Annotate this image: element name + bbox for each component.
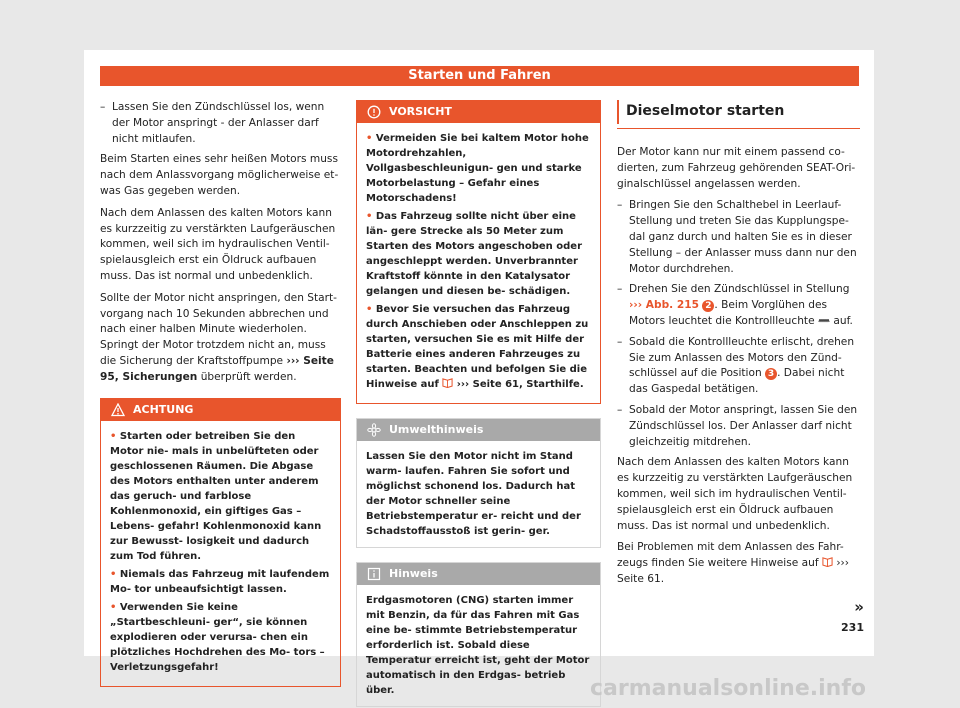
seite-61-reference-link[interactable]: ››› Seite 61 <box>617 557 850 585</box>
position-number-badge: 2 <box>702 300 714 312</box>
book-icon <box>822 556 833 567</box>
caution-box <box>356 100 601 404</box>
paragraph: Sollte der Motor nicht anspringen, den Start- vorgang nach 10 Sekunden abbrechen und nach einer halben Minute wiederholen. Springt der Motor trotzdem nicht an, muss die Sicherung der Kraftstoffpumpe ››› Seite 95, Sicherungen überprüft werden. <box>100 291 337 383</box>
note-header: Hinweis <box>357 563 600 585</box>
instruction-step: – Bringen Sie den Schalthebel in Leerlauf- Stellung und treten Sie das Kupplungspe- dal ganz durch und halten Sie es in dieser Stellung – der Anlasser muss dann nur den Motor durchdrehen. <box>617 199 857 275</box>
caution-circle-icon <box>367 105 381 119</box>
paragraph: Bei Problemen mit dem Anlassen des Fahr- zeugs finden Sie weitere Hinweise auf ››› Seite 61. <box>617 541 850 585</box>
caution-bullet: • Das Fahrzeug sollte nicht über eine län- gere Strecke als 50 Meter zum Starten des Motors angeschoben oder angeschleppt werden. Unverbrannter Kraftstoff könnte in den Katalysator gelangen und diesen be- schädigen. <box>366 211 582 297</box>
starthilfe-reference-link[interactable]: ››› Seite 61, Starthilfe. <box>442 379 583 390</box>
caution-body <box>357 123 600 403</box>
warning-body <box>101 421 340 686</box>
chapter-header: Starten und Fahren <box>100 66 859 86</box>
caution-bullet: • Vermeiden Sie bei kaltem Motor hohe Motordrehzahlen, Vollgasbeschleunigun- gen und starke Motorbelastung – Gefahr eines Motorschadens! <box>366 133 589 204</box>
warning-bullet: • Starten oder betreiben Sie den Motor nie- mals in unbelüfteten oder geschlossenen Räumen. Die Abgase des Motors enthalten unter anderem das geruch- und farblose Kohlenmonoxid, ein giftiges Gas – Lebens- gefahr! Kohlenmonoxid kann zur Bewusst- losigkeit und dadurch zum Tod führen. <box>110 430 322 562</box>
info-icon <box>367 567 381 581</box>
warning-bullet: • Verwenden Sie keine „Startbeschleuni- ger“, sie können explodieren oder verursa- chen ein plötzliches Hochdrehen des Mo- tors – Verletzungsgefahr! <box>110 601 325 673</box>
column-middle <box>356 100 601 708</box>
glow-plug-icon <box>818 315 830 324</box>
section-title: Dieselmotor starten <box>617 100 860 124</box>
figure-reference-link[interactable]: ››› Abb. 215 <box>629 299 699 312</box>
instruction-step: – Sobald die Kontrollleuchte erlischt, drehen Sie zum Anlassen des Motors den Zünd- schlüssel auf die Position 3 . Dabei nicht das Gaspedal betätigen. <box>617 335 855 396</box>
instruction-step: – Lassen Sie den Zündschlüssel los, wenn der Motor anspringt - der Anlasser darf nicht mitlaufen. <box>100 101 325 145</box>
note-box <box>356 562 601 707</box>
book-icon <box>442 377 453 388</box>
warning-triangle-icon <box>111 403 125 417</box>
page-number: 231 <box>841 621 864 634</box>
watermark: carmanualsonline.info <box>590 676 866 701</box>
instruction-step: – Drehen Sie den Zündschlüssel in Stellung ››› Abb. 215 2 . Beim Vorglühen des Motors leuchtet die Kontrollleuchte auf. <box>617 283 853 327</box>
warning-header: ACHTUNG <box>101 399 340 421</box>
caution-bullet: • Bevor Sie versuchen das Fahrzeug durch Anschieben oder Anschleppen zu starten, versuchen Sie es mit Hilfe der Batterie eines anderen Fahrzeuges zu starten. Beachten und befolgen Sie die Hinweise auf ››› Seite 61, Starthilfe. <box>366 304 589 390</box>
section-rule <box>617 128 860 129</box>
position-number-badge: 3 <box>765 368 777 380</box>
page-reference-link[interactable]: ››› Seite 95, Sicherungen <box>100 354 334 383</box>
continue-arrow: » <box>854 598 864 616</box>
caution-header: VORSICHT <box>357 101 600 123</box>
paragraph: Beim Starten eines sehr heißen Motors muss nach dem Anlassvorgang möglicherweise et- was Gas gegeben werden. <box>100 153 339 197</box>
paragraph: Nach dem Anlassen des kalten Motors kann es kurzzeitig zu verstärkten Laufgeräuschen kommen, weil sich im hydraulischen Ventil- spielausgleich erst ein Öldruck aufbauen muss. Das ist normal und unbedenklich. <box>617 456 853 532</box>
environment-note-header: Umwelthinweis <box>357 419 600 441</box>
column-left <box>100 100 341 701</box>
environment-note-body: Lassen Sie den Motor nicht im Stand warm- laufen. Fahren Sie sofort und möglichst schonend los. Dadurch hat der Motor schneller seine Betriebstemperatur er- reicht und der Schadstoffausstoß ist gerin- ger. <box>366 451 581 537</box>
instruction-step: – Sobald der Motor anspringt, lassen Sie den Zündschlüssel los. Der Anlasser darf nicht gleichzeitig mitdrehen. <box>617 403 858 448</box>
warning-bullet: • Niemals das Fahrzeug mit laufendem Mo- tor unbeaufsichtigt lassen. <box>110 568 330 595</box>
column-right <box>617 100 860 594</box>
note-body: Erdgasmotoren (CNG) starten immer mit Benzin, da für das Fahren mit Gas eine be- stimmte Betriebstemperatur erforderlich ist. Sobald diese Temperatur erreicht ist, geht der Motor automatisch in den Erdgas- betrieb über. <box>366 595 590 696</box>
paragraph: Der Motor kann nur mit einem passend co- dierten, zum Fahrzeug gehörenden SEAT-Ori- ginalschlüssel angelassen werden. <box>617 146 856 190</box>
leaf-flower-icon <box>367 423 381 437</box>
warning-box <box>100 398 341 687</box>
paragraph: Nach dem Anlassen des kalten Motors kann es kurzzeitig zu verstärkten Laufgeräuschen kommen, weil sich im hydraulischen Ventil- spielausgleich erst ein Öldruck aufbauen muss. Das ist normal und unbedenklich. <box>100 206 336 282</box>
environment-note-box <box>356 418 601 548</box>
